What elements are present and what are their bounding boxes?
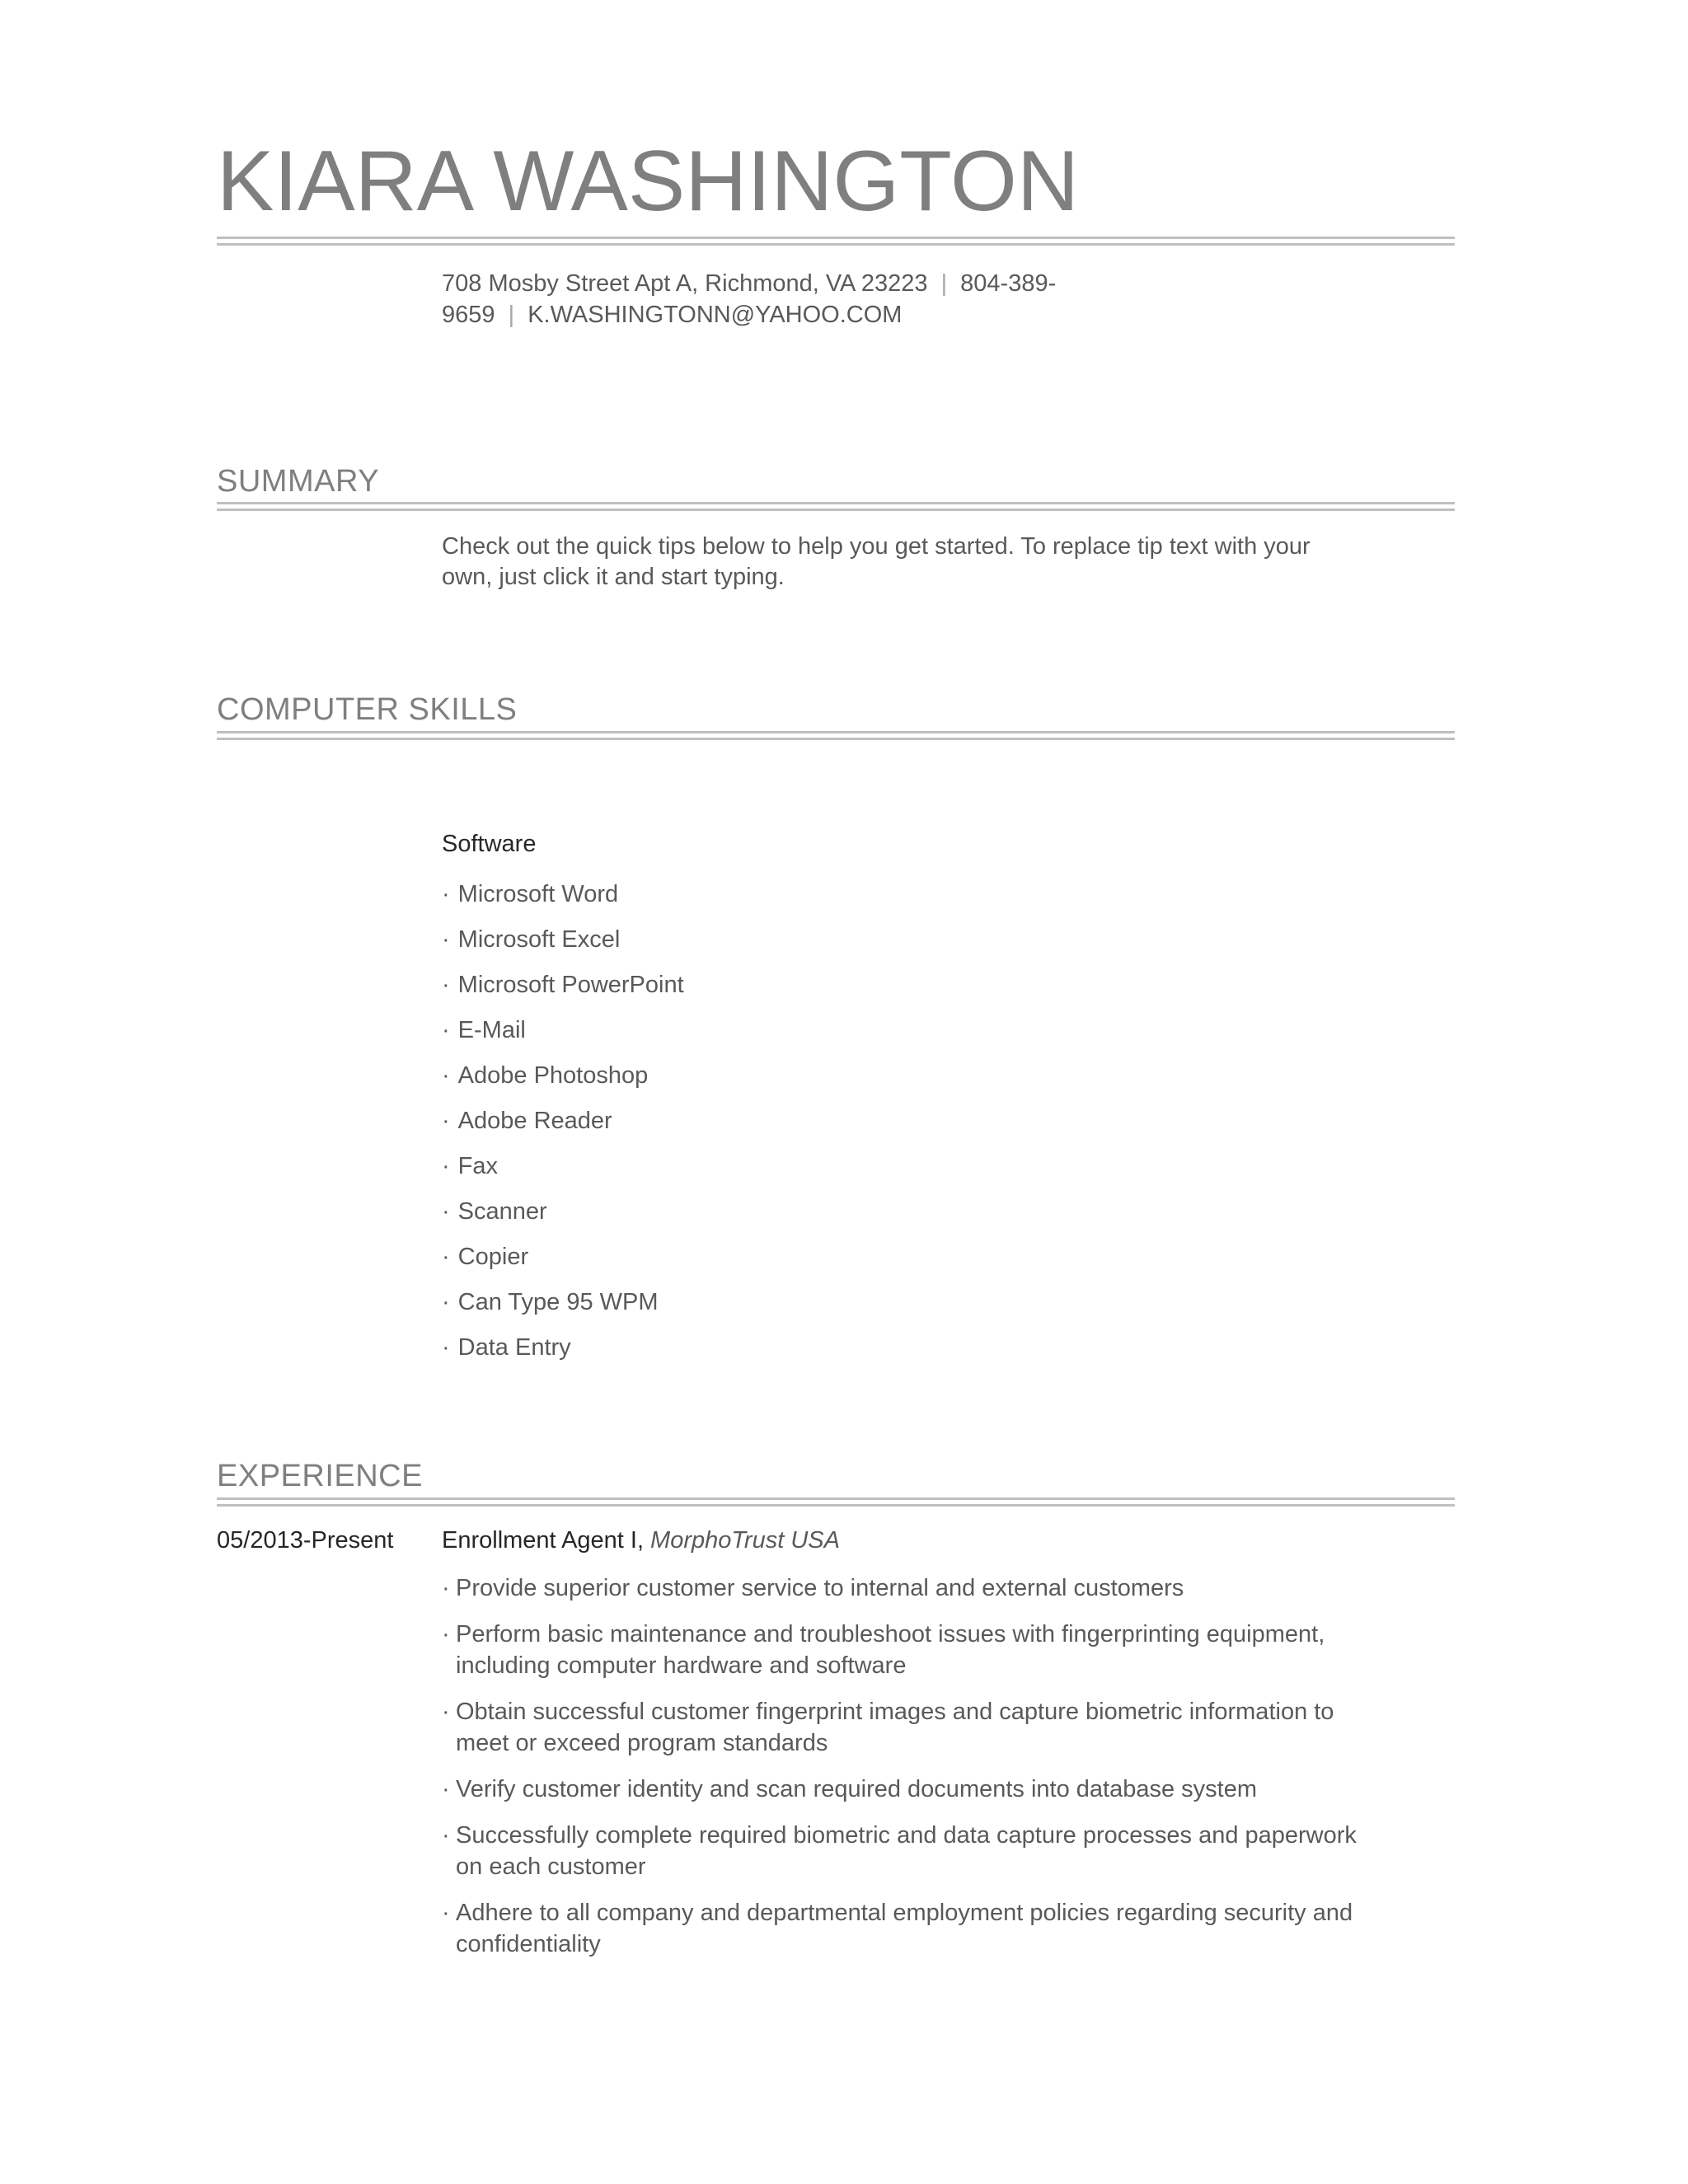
duty-item [442,1619,1381,1681]
skill-label: Can Type 95 WPM [457,1289,659,1315]
duty-text: Obtain successful customer fingerprint images and capture biometric information to meet or exceed program standards [456,1699,1334,1756]
duty-item [442,1572,1381,1604]
skill-label: Adobe Photoshop [457,1062,649,1089]
bullet-icon: · [442,926,450,953]
job-company: MorphoTrust USA [650,1527,840,1554]
summary-heading: SUMMARY [217,464,380,499]
skill-label: Microsoft Excel [457,926,621,953]
contact-separator: | [940,270,948,297]
skill-item [442,1280,684,1325]
skill-item [442,1144,684,1189]
skill-item [442,1325,684,1371]
skill-label: Microsoft Word [457,881,619,907]
duty-text: Successfully complete required biometric and data capture processes and paperwork on each customer [456,1822,1357,1880]
bullet-icon: · [442,1244,450,1270]
skill-item [442,1189,684,1235]
bullet-icon: · [442,1822,450,1849]
skill-item [442,1235,684,1280]
bullet-icon: · [442,1621,450,1647]
job-title [442,1529,840,1553]
bullet-icon: · [442,881,450,907]
duty-item [442,1696,1381,1759]
contact-address: 708 Mosby Street Apt A, Richmond, VA 23223 [442,270,928,297]
bullet-icon: · [442,1776,450,1802]
duty-item [442,1897,1381,1960]
skill-label: Microsoft PowerPoint [457,972,684,998]
bullet-icon: · [442,1699,450,1725]
bullet-icon: · [442,1334,450,1361]
software-skill-list [442,872,684,1371]
contact-phone: 804-389-9659 [442,270,1057,328]
experience-heading: EXPERIENCE [217,1459,423,1493]
skill-label: E-Mail [457,1017,526,1043]
skill-label: Adobe Reader [457,1108,612,1134]
bullet-icon: · [442,1198,450,1225]
bullet-icon: · [442,1900,450,1926]
contact-info [442,268,1068,330]
skill-item [442,1008,684,1053]
skill-label: Copier [457,1244,529,1270]
duty-item [442,1820,1381,1882]
skill-item [442,872,684,917]
summary-text: Check out the quick tips below to help you get started. To replace tip text with your own, just click it and start typing. [442,533,1311,590]
skill-item [442,1099,684,1144]
duty-text: Provide superior customer service to internal and external customers [456,1575,1184,1601]
skill-label: Fax [457,1153,499,1179]
skill-item [442,917,684,963]
bullet-icon: · [442,1017,450,1043]
bullet-icon: · [442,1289,450,1315]
contact-separator: | [508,302,515,328]
job-duty-list [442,1572,1381,1975]
contact-email: K.WASHINGTONN@YAHOO.COM [528,302,903,328]
bullet-icon: · [442,1575,450,1601]
bullet-icon: · [442,1153,450,1179]
skill-label: Data Entry [457,1334,571,1361]
job-dates: 05/2013-Present [217,1527,394,1554]
software-subheading: Software [442,831,537,857]
skill-item [442,1053,684,1099]
duty-text: Adhere to all company and departmental employment policies regarding security and confidentiality [456,1900,1353,1957]
skill-item [442,963,684,1008]
bullet-icon: · [442,1108,450,1134]
skill-label: Scanner [457,1198,547,1225]
candidate-name: KIARA WASHINGTON [217,134,1079,229]
duty-text: Perform basic maintenance and troubleshoot issues with fingerprinting equipment, including computer hardware and software [456,1621,1325,1679]
duty-item [442,1774,1381,1805]
bullet-icon: · [442,972,450,998]
duty-text: Verify customer identity and scan required documents into database system [456,1776,1258,1802]
job-position: Enrollment Agent I, [442,1527,645,1554]
bullet-icon: · [442,1062,450,1089]
computer-skills-heading: COMPUTER SKILLS [217,692,518,727]
